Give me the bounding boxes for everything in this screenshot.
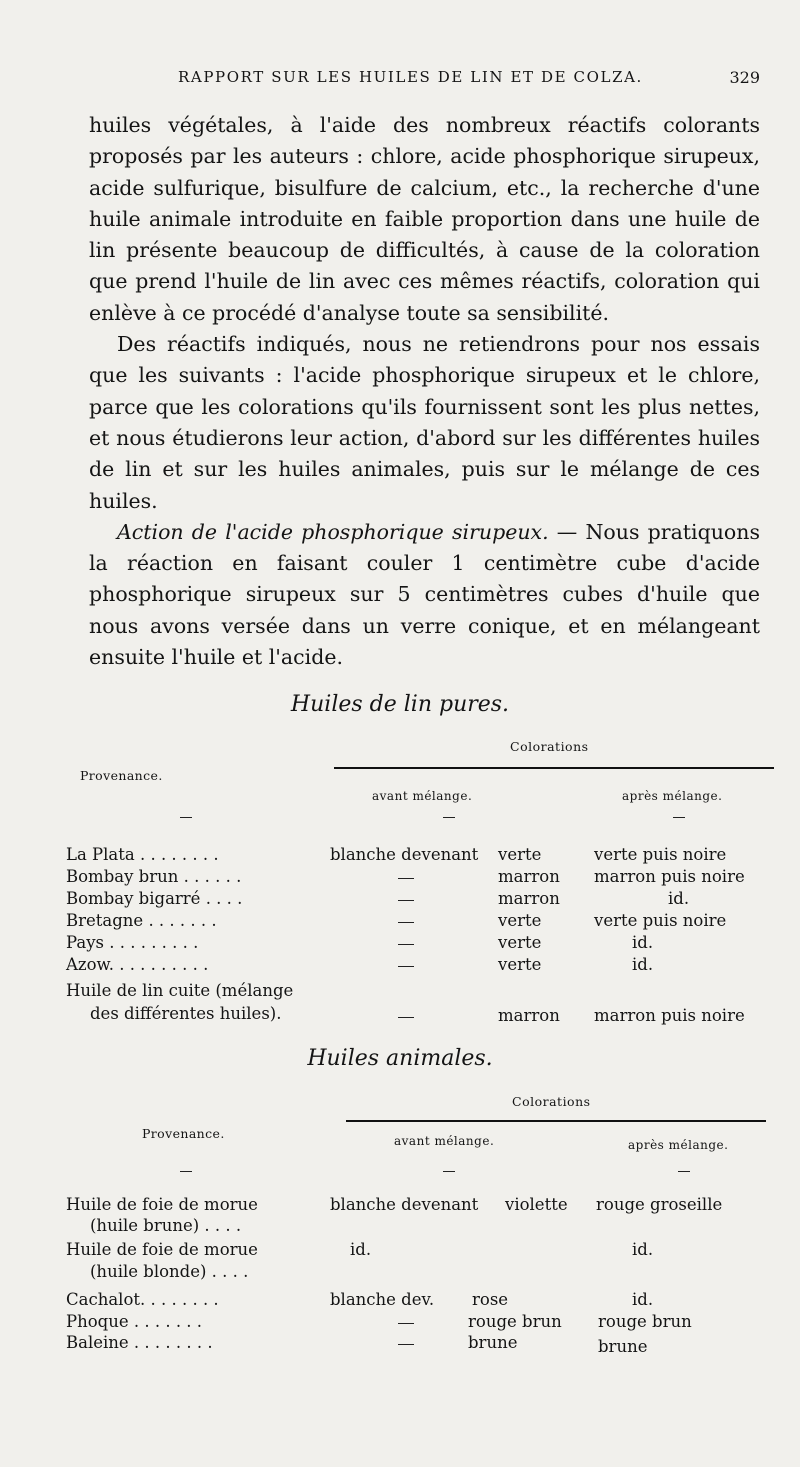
table-row: Phoque . . . . . . . rouge brun rouge brun [66, 1312, 692, 1331]
table-row: (huile brune) . . . . [90, 1216, 242, 1235]
table2-dash [443, 1171, 455, 1172]
table2-before-header: avant mélange. [394, 1134, 495, 1148]
table-row: Azow. . . . . . . . . . verte id. [66, 955, 654, 974]
table-row: Bombay bigarré . . . . marron id. [66, 889, 690, 908]
table1-provenance-header: Provenance. [80, 768, 163, 783]
table-row: Pays . . . . . . . . . verte id. [66, 933, 654, 952]
table2-after-header: après mélange. [628, 1138, 729, 1152]
table1-colorations-label: Colorations [510, 739, 589, 754]
running-title: RAPPORT SUR LES HUILES DE LIN ET DE COLZA. [178, 68, 643, 86]
table-row: Cachalot. . . . . . . . blanche dev. rose id. [66, 1290, 654, 1309]
paragraph-3 [89, 517, 760, 673]
table1-after-header: après mélange. [622, 789, 723, 803]
table-row: des différentes huiles). marron marron puis noire [90, 1004, 745, 1025]
table-row: La Plata . . . . . . . . blanche devenant verte verte puis noire [66, 845, 727, 864]
body-text [89, 110, 760, 673]
table1-dash [673, 817, 685, 818]
table-row: (huile blonde) . . . . [90, 1262, 249, 1281]
section-text: — Nous pratiquons la réaction en faisant couler 1 centimètre cube d'acide phosphorique sirupeux sur 5 centimètres cubes d'huile que nous avons versée dans un verre conique, et en mélangeant ensuite l'huile et l'acide. [89, 519, 760, 670]
table1-brace [334, 767, 774, 769]
table2-title: Huiles animales. [307, 1046, 493, 1071]
table2-dash [180, 1171, 192, 1172]
table2-dash [678, 1171, 690, 1172]
table-row: Huile de foie de morue id. id. [66, 1240, 654, 1259]
table2-brace [346, 1120, 766, 1122]
paragraph-1: huiles végétales, à l'aide des nombreux réactifs colorants proposés par les auteurs : chlore, acide phosphorique sirupeux, acide sulfurique, bisulfure de calcium, etc., la recherche d'une huile animale introduite en faible proportion dans une huile de lin présente beaucoup de difficultés, à cause de la coloration que prend l'huile de lin avec ces mêmes réactifs, coloration qui enlève à ce procédé d'analyse toute sa sensibilité. [89, 113, 760, 325]
table1-title: Huiles de lin pures. [290, 692, 510, 717]
page-number: 329 [729, 68, 760, 87]
table1-dash [443, 817, 455, 818]
page-header [90, 68, 760, 92]
table-row: Huile de lin cuite (mélange [66, 981, 294, 1000]
section-heading: Action de l'acide phosphorique sirupeux. [117, 519, 549, 544]
table-row: Huile de foie de morue blanche devenant violette rouge groseille [66, 1195, 723, 1214]
table2-provenance-header: Provenance. [142, 1126, 225, 1141]
table-row: Bombay brun . . . . . . marron marron puis noire [66, 867, 745, 886]
table-row: Bretagne . . . . . . . verte verte puis noire [66, 911, 727, 930]
paragraph-2: Des réactifs indiqués, nous ne retiendrons pour nos essais que les suivants : l'acide phosphorique sirupeux et le chlore, parce que les colorations qu'ils fournissent sont les plus nettes, et nous étudierons leur action, d'abord sur les différentes huiles de lin et sur les huiles animales, puis sur le mélange de ces huiles. [89, 332, 760, 513]
table-row: Baleine . . . . . . . . brune brune [66, 1333, 648, 1356]
table1-before-header: avant mélange. [372, 789, 473, 803]
table2-colorations-label: Colorations [512, 1094, 591, 1109]
table1-dash [180, 817, 192, 818]
